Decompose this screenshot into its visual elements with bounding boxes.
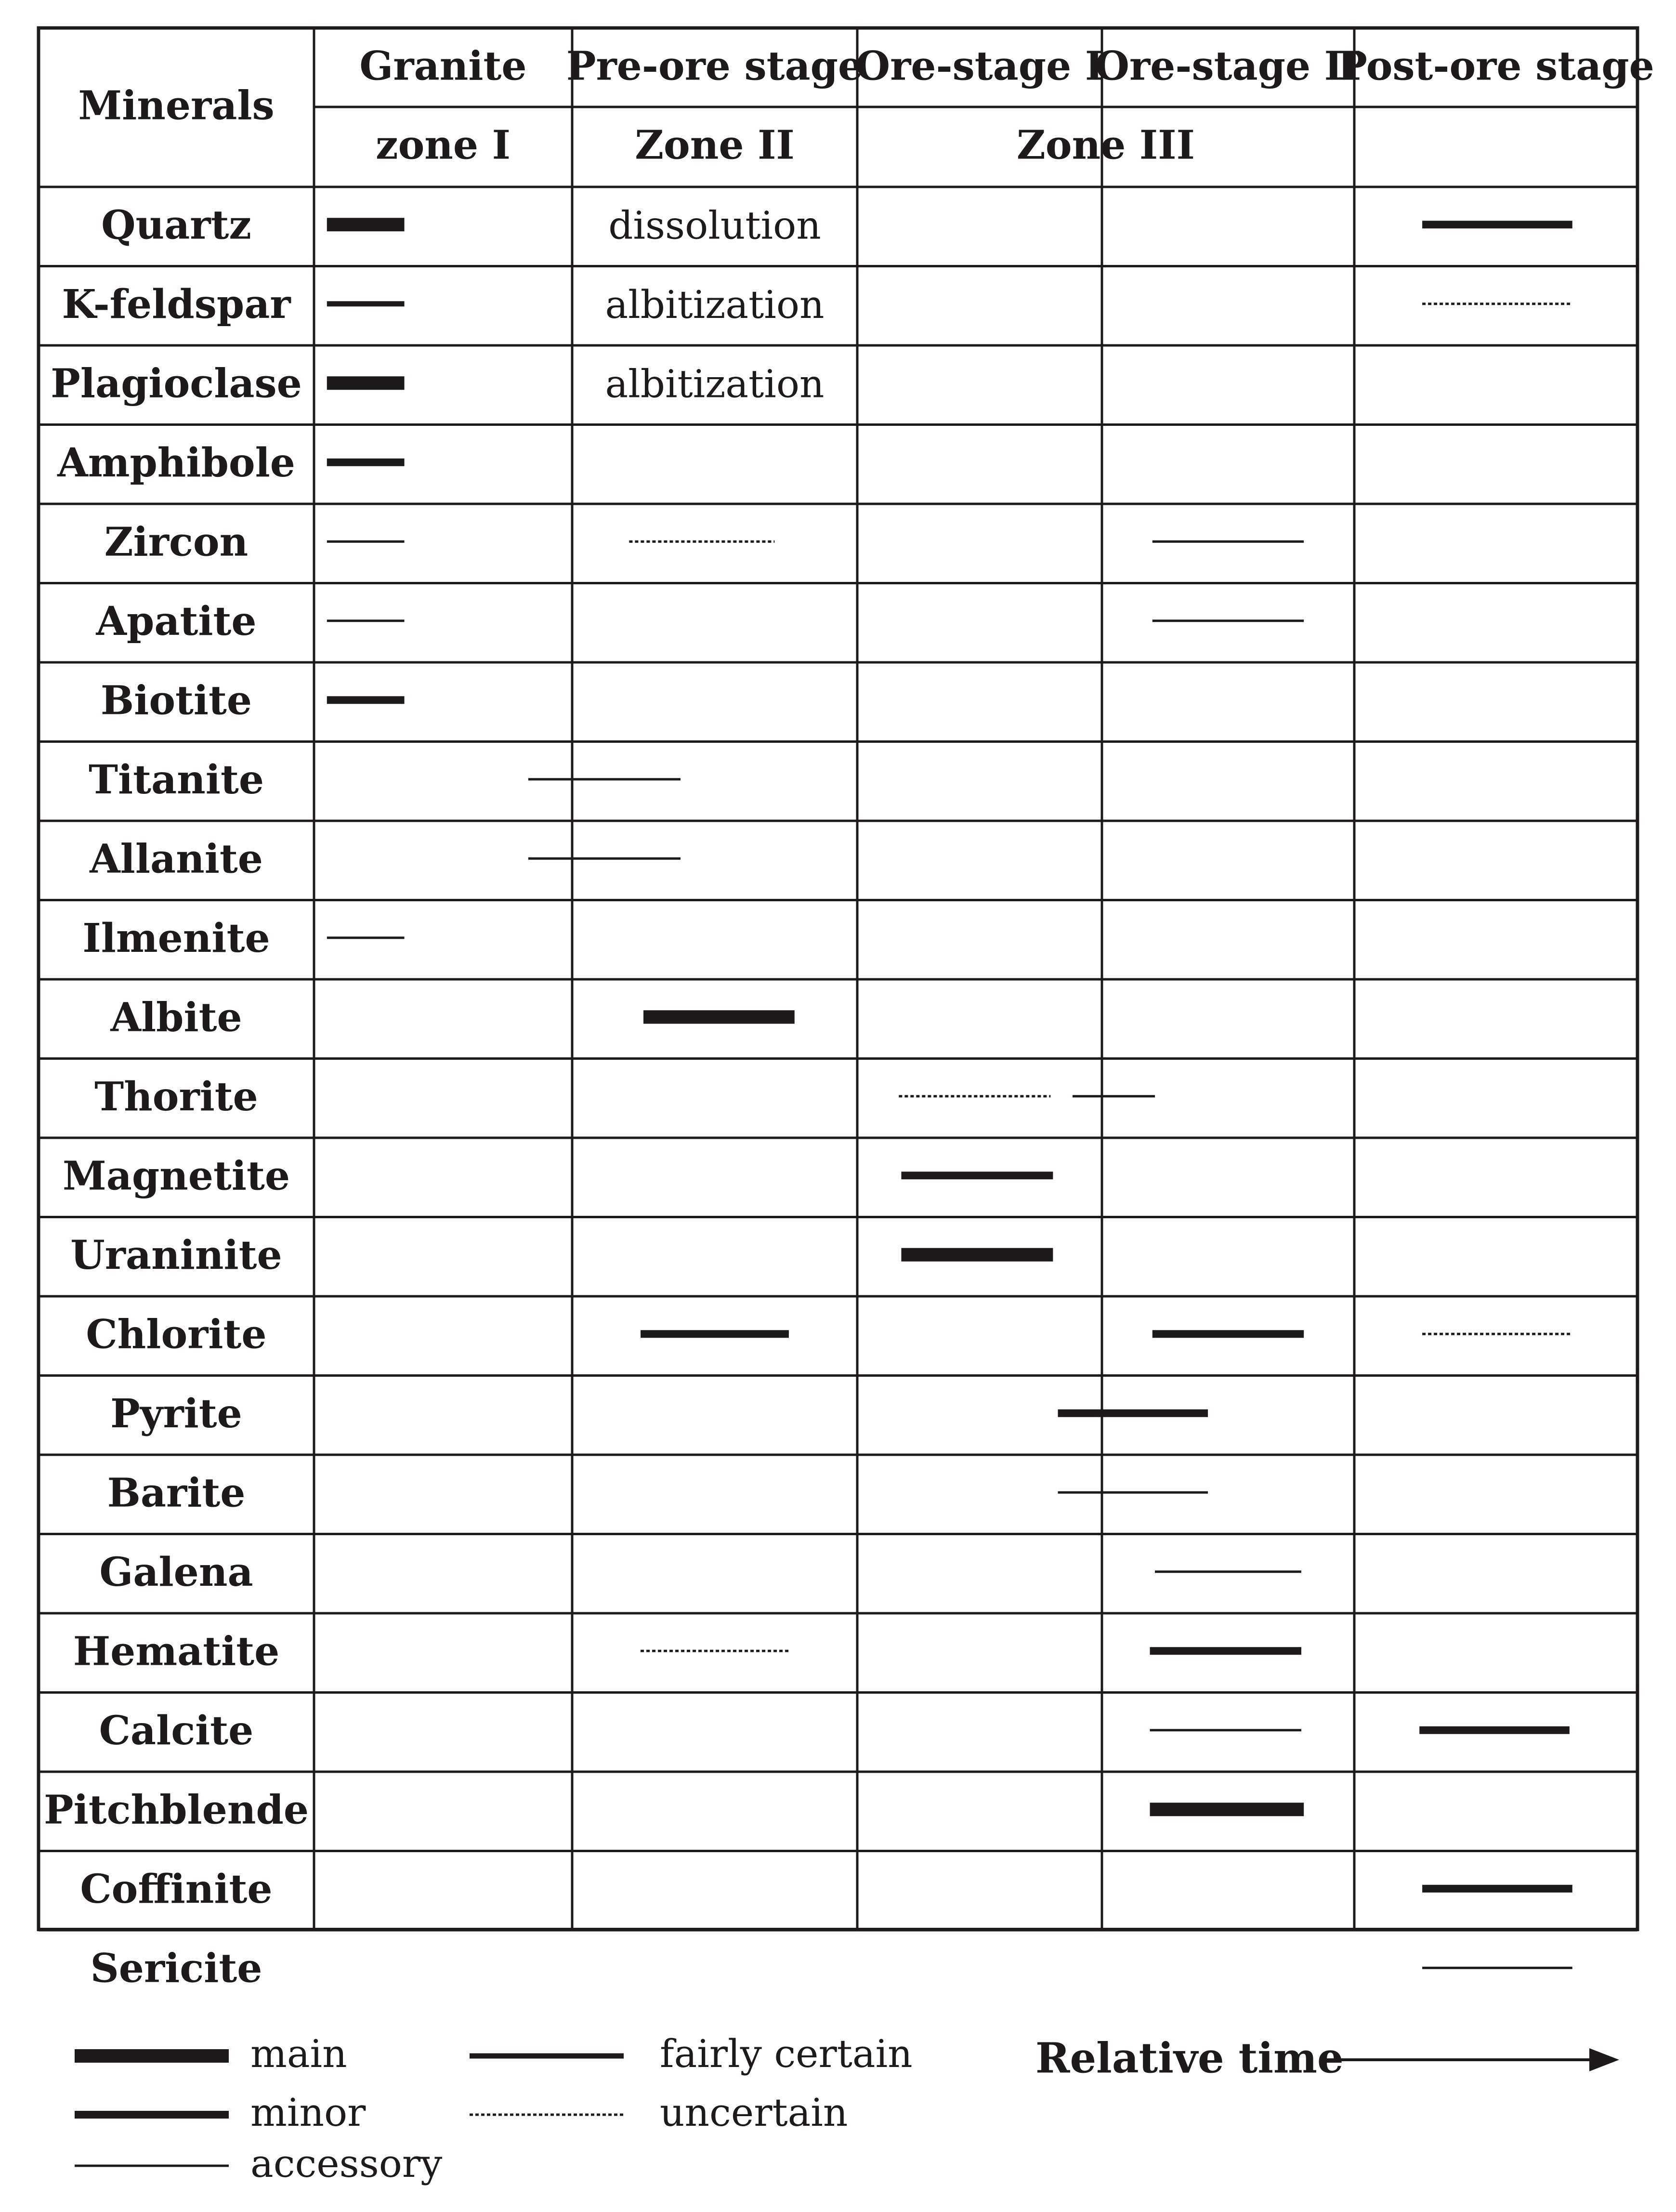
mineral-row	[99, 1708, 1570, 1754]
mineral-name: Allanite	[90, 836, 263, 882]
legend-fairly-certain-label: fairly certain	[660, 2031, 913, 2076]
mineral-row	[107, 1470, 1208, 1516]
mineral-name: Uraninite	[70, 1232, 282, 1279]
mineral-row	[95, 598, 1304, 645]
mineral-name: Calcite	[99, 1708, 254, 1754]
mineral-name: Amphibole	[57, 440, 295, 487]
mineral-name: Albite	[110, 994, 242, 1041]
mineral-name: Thorite	[94, 1074, 258, 1120]
mineral-name: Apatite	[96, 598, 257, 645]
mineral-name: Biotite	[100, 677, 252, 724]
mineral-row	[101, 678, 405, 724]
mineral-row	[63, 1153, 1053, 1199]
mineral-name: Coffinite	[80, 1866, 273, 1913]
mineral-name: Quartz	[101, 202, 251, 249]
mineral-row	[89, 836, 681, 882]
mineral-name: Titanite	[89, 757, 264, 803]
ore-stage-ii-header: Ore-stage II	[1095, 43, 1362, 90]
mineral-row	[91, 1946, 1572, 1992]
mineral-row	[101, 202, 1572, 249]
legend-uncertain-label: uncertain	[660, 2090, 848, 2135]
mineral-row	[105, 519, 1304, 566]
mineral-row	[70, 1232, 1053, 1278]
mineral-row	[44, 1787, 1304, 1833]
mineral-row	[86, 1312, 1572, 1358]
granite-header: Granite	[359, 43, 527, 90]
mineral-row	[73, 1629, 1301, 1675]
mineral-row	[62, 281, 1572, 328]
mineral-name: Chlorite	[86, 1311, 267, 1358]
legend-accessory-label: accessory	[250, 2141, 443, 2186]
zone-i-header: zone I	[376, 122, 511, 169]
mineral-name: Hematite	[73, 1628, 280, 1675]
relative-time-label: Relative time	[1035, 2034, 1344, 2083]
mineral-row	[94, 1074, 1155, 1120]
legend	[75, 2031, 1619, 2186]
legend-main-label: main	[250, 2031, 347, 2076]
mineral-name: Pyrite	[110, 1391, 242, 1437]
mineral-row	[51, 361, 824, 407]
mineral-rows	[44, 202, 1572, 1992]
ore-stage-i-header: Ore-stage I	[855, 43, 1104, 90]
mineral-name: K-feldspar	[62, 281, 291, 328]
mineral-row	[82, 915, 404, 961]
mineral-name: Barite	[107, 1470, 246, 1516]
pre-ore-stage-header: Pre-ore stage	[566, 43, 864, 90]
mineral-name: Sericite	[90, 1945, 262, 1992]
mineral-row	[110, 995, 794, 1041]
mineral-row	[99, 1549, 1301, 1595]
arrow-head-icon	[1589, 2048, 1619, 2071]
minerals-header: Minerals	[78, 82, 275, 129]
mineral-name: Plagioclase	[51, 360, 302, 407]
mineral-name: Galena	[99, 1549, 253, 1596]
mineral-row	[89, 757, 681, 803]
mineral-name: Zircon	[104, 519, 249, 566]
zone-iii-header: Zone III	[1017, 122, 1195, 169]
mineral-row	[57, 440, 405, 486]
zone-ii-header: Zone II	[635, 122, 795, 169]
mineral-row	[80, 1866, 1572, 1912]
mineral-name: Pitchblende	[43, 1787, 309, 1833]
alteration-note: albitization	[605, 282, 825, 327]
mineral-row	[110, 1391, 1208, 1437]
post-ore-stage-header: Post-ore stage	[1337, 43, 1654, 90]
legend-minor-label: minor	[250, 2090, 366, 2135]
mineral-name: Ilmenite	[82, 915, 270, 962]
alteration-note: dissolution	[608, 203, 821, 248]
alteration-note: albitization	[605, 361, 825, 407]
mineral-name: Magnetite	[62, 1153, 290, 1199]
